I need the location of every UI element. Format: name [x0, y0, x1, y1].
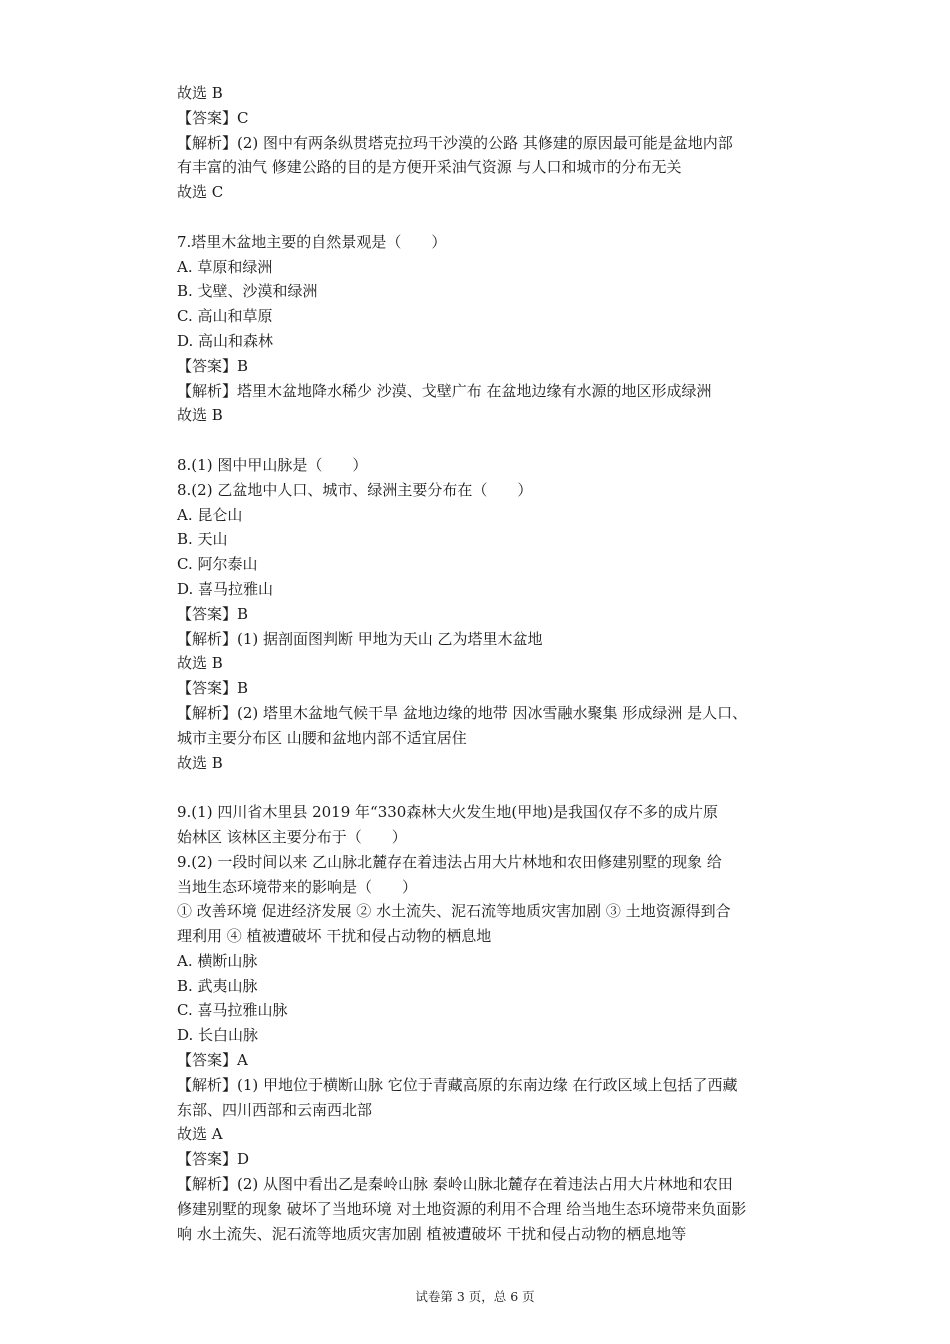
text-line: 【解析】(1) 甲地位于横断山脉 它位于青藏高原的东南边缘 在行政区域上包括了西藏	[177, 1075, 738, 1094]
text-line: C. 喜马拉雅山脉	[177, 1001, 288, 1020]
text-line: D. 长白山脉	[177, 1026, 259, 1045]
text-line: 7.塔里木盆地主要的自然景观是（ ）	[177, 232, 447, 251]
text-line: 9.(1) 四川省木里县 2019 年“330森林大火发生地(甲地)是我国仅存不多的成片原	[177, 803, 719, 822]
text-line: 故选 B	[177, 654, 223, 673]
page-footer: 试卷第 3 页，总 6 页	[415, 1289, 535, 1304]
text-line: D. 高山和森林	[177, 331, 274, 350]
text-line: 有丰富的油气 修建公路的目的是方便开采油气资源 与人口和城市的分布无关	[177, 158, 682, 177]
text-line: 【答案】B	[177, 604, 249, 623]
text-line: 修建别墅的现象 破坏了当地环境 对土地资源的利用不合理 给当地生态环境带来负面影	[177, 1199, 747, 1218]
text-line: 故选 B	[177, 406, 223, 425]
text-line: 城市主要分布区 山腰和盆地内部不适宜居住	[177, 728, 467, 747]
text-line: A. 草原和绿洲	[177, 257, 273, 276]
text-line: 8.(1) 图中甲山脉是（ ）	[177, 455, 368, 474]
blank-line	[177, 428, 817, 453]
text-line: 【答案】D	[177, 1150, 250, 1169]
text-line: A. 昆仑山	[177, 505, 243, 524]
text-line: 故选 B	[177, 753, 223, 772]
text-line: 【答案】B	[177, 356, 249, 375]
text-line: B. 武夷山脉	[177, 976, 258, 995]
text-line: 故选 A	[177, 1125, 223, 1144]
text-line: 【解析】(2) 塔里木盆地气候干旱 盆地边缘的地带 因冰雪融水聚集 形成绿洲 是人口、	[177, 703, 748, 722]
text-line: 东部、四川西部和云南西北部	[177, 1100, 373, 1119]
text-line: 【解析】(2) 图中有两条纵贯塔克拉玛干沙漠的公路 其修建的原因最可能是盆地内部	[177, 133, 733, 152]
text-line: B. 天山	[177, 530, 228, 549]
text-line: 当地生态环境带来的影响是（ ）	[177, 877, 418, 896]
text-line: B. 戈壁、沙漠和绿洲	[177, 282, 318, 301]
text-line: 理利用 ④ 植被遭破坏 干扰和侵占动物的栖息地	[177, 927, 492, 946]
text-line: 【答案】A	[177, 1051, 248, 1070]
text-line: A. 横断山脉	[177, 951, 258, 970]
text-line: 【解析】(1) 据剖面图判断 甲地为天山 乙为塔里木盆地	[177, 629, 543, 648]
text-line: 9.(2) 一段时间以来 乙山脉北麓存在着违法占用大片林地和农田修建别墅的现象 给	[177, 852, 722, 871]
document-body	[177, 81, 817, 1246]
blank-line	[177, 205, 817, 230]
text-line: 故选 B	[177, 84, 223, 102]
text-line: 【解析】(2) 从图中看出乙是秦岭山脉 秦岭山脉北麓存在着违法占用大片林地和农田	[177, 1175, 733, 1194]
text-line: C. 阿尔泰山	[177, 555, 258, 574]
text-line: 【解析】塔里木盆地降水稀少 沙漠、戈壁广布 在盆地边缘有水源的地区形成绿洲	[177, 381, 712, 400]
text-line: 故选 C	[177, 183, 224, 202]
text-line: D. 喜马拉雅山	[177, 579, 274, 598]
text-line: 始林区 该林区主要分布于（ ）	[177, 827, 407, 846]
text-line: 【答案】C	[177, 108, 249, 127]
text-line: 【答案】B	[177, 679, 249, 698]
text-line: C. 高山和草原	[177, 307, 273, 326]
blank-line	[177, 775, 817, 800]
text-line: 8.(2) 乙盆地中人口、城市、绿洲主要分布在（ ）	[177, 480, 533, 499]
text-line: 响 水土流失、泥石流等地质灾害加剧 植被遭破坏 干扰和侵占动物的栖息地等	[177, 1224, 687, 1243]
text-line: ① 改善环境 促进经济发展 ② 水土流失、泥石流等地质灾害加剧 ③ 土地资源得到合	[177, 902, 731, 921]
